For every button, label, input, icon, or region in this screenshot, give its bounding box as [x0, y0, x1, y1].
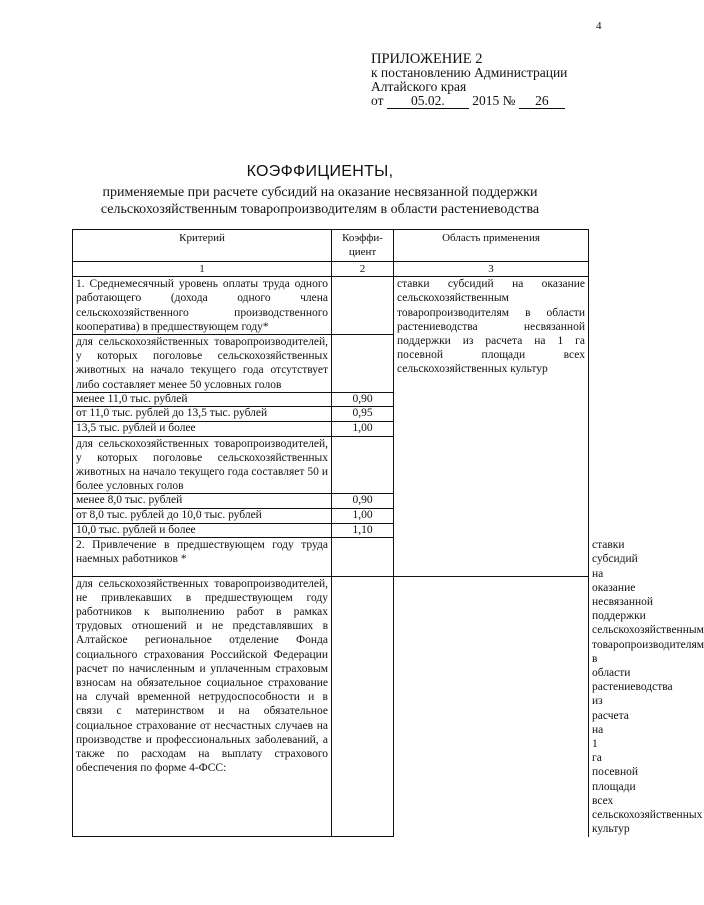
table-row [73, 277, 589, 335]
criterion-cell: 10,0 тыс. рублей и более [73, 523, 332, 538]
document-heading [0, 162, 640, 218]
coefficient-cell [332, 576, 394, 837]
coefficient-cell [332, 335, 394, 393]
page-number: 4 [596, 20, 602, 32]
criterion-cell: менее 8,0 тыс. рублей [73, 494, 332, 509]
coefficient-cell: 1,00 [332, 509, 394, 524]
date-value: 05.02. [387, 94, 469, 109]
annex-title: ПРИЛОЖЕНИЕ 2 [371, 51, 483, 67]
coefficient-cell: 0,90 [332, 494, 394, 509]
table-row: 2. Привлечение в предшествующем году труда наемных работников * ставки субсидий на оказание несвязанной поддержки сельскохозяйственным товаропроизводителям в области растениеводства из расчета на 1 га посевной площади всех сельскохозяйственных культур [73, 538, 589, 576]
coefficient-cell: 0,95 [332, 407, 394, 422]
heading-title: КОЭФФИЦИЕНТЫ, [246, 163, 394, 180]
column-number: 1 [73, 262, 332, 277]
application-area-cell: ставки субсидий на оказание сельскохозяйственным товаропроизводителям в области растениеводства несвязанной поддержки из расчета на 1 га посевной площади всех сельскохозяйственных культур [394, 277, 589, 576]
header-criterion: Критерий [73, 230, 332, 262]
coefficients-table [72, 229, 704, 837]
header-coefficient: Коэффи-циент [332, 230, 394, 262]
criterion-cell: 2. Привлечение в предшествующем году труда наемных работников * [73, 538, 332, 576]
annex-line-1: к постановлению Администрации [371, 65, 568, 80]
criterion-cell: 13,5 тыс. рублей и более [73, 422, 332, 437]
coefficient-cell: 1,00 [332, 422, 394, 437]
heading-subtitle-1: применяемые при расчете субсидий на оказание несвязанной поддержки [102, 185, 538, 200]
criterion-cell: 1. Среднемесячный уровень оплаты труда одного работающего (дохода одного члена сельскохозяйственного производственного кооператива) в предшествующем году* [73, 277, 332, 335]
criterion-cell: от 8,0 тыс. рублей до 10,0 тыс. рублей [73, 509, 332, 524]
decree-number: 26 [519, 94, 565, 109]
column-number: 3 [394, 262, 589, 277]
coefficient-cell: 1,10 [332, 523, 394, 538]
header-application-area: Область применения [394, 230, 589, 262]
criterion-cell: для сельскохозяйственных товаропроизводителей, у которых поголовье сельскохозяйственных животных на начало текущего года составляет 50 и более условных голов [73, 436, 332, 494]
table-row [73, 576, 589, 837]
criterion-cell: для сельскохозяйственных товаропроизводителей, не привлекавших в предшествующем году работников к выполнению работ в рамках трудовых отношений и не представлявших в Алтайское региональное отделение Фонда социального страхования Российской Федерации расчет по начисленным и уплаченным страховым взносам на обязательное социальное страхование на случай временной нетрудоспособности и в связи с материнством и на обязательное социальное страхование от несчастных случаев на производстве и профессиональных заболеваний, а также по расходам на выплату страхового обеспечения по форме 4-ФСС: [73, 576, 332, 837]
criterion-cell: менее 11,0 тыс. рублей [73, 392, 332, 407]
annex-date-line [371, 94, 567, 109]
coefficient-cell [332, 277, 394, 335]
coefficient-cell: 0,90 [332, 392, 394, 407]
date-prefix: от [371, 93, 384, 108]
criterion-cell: от 11,0 тыс. рублей до 13,5 тыс. рублей [73, 407, 332, 422]
annex-header [371, 52, 567, 109]
coefficient-cell [332, 436, 394, 494]
year-label: 2015 № [472, 93, 516, 108]
table-header-row [73, 230, 589, 262]
column-number: 2 [332, 262, 394, 277]
annex-line-2: Алтайского края [371, 79, 467, 94]
criterion-cell: для сельскохозяйственных товаропроизводителей, у которых поголовье сельскохозяйственных животных на начало текущего года отсутствует либо составляет менее 50 условных голов [73, 335, 332, 393]
coefficient-cell [332, 538, 394, 576]
column-number-row [73, 262, 589, 277]
heading-subtitle-2: сельскохозяйственным товаропроизводителям в области растениеводства [100, 202, 540, 217]
